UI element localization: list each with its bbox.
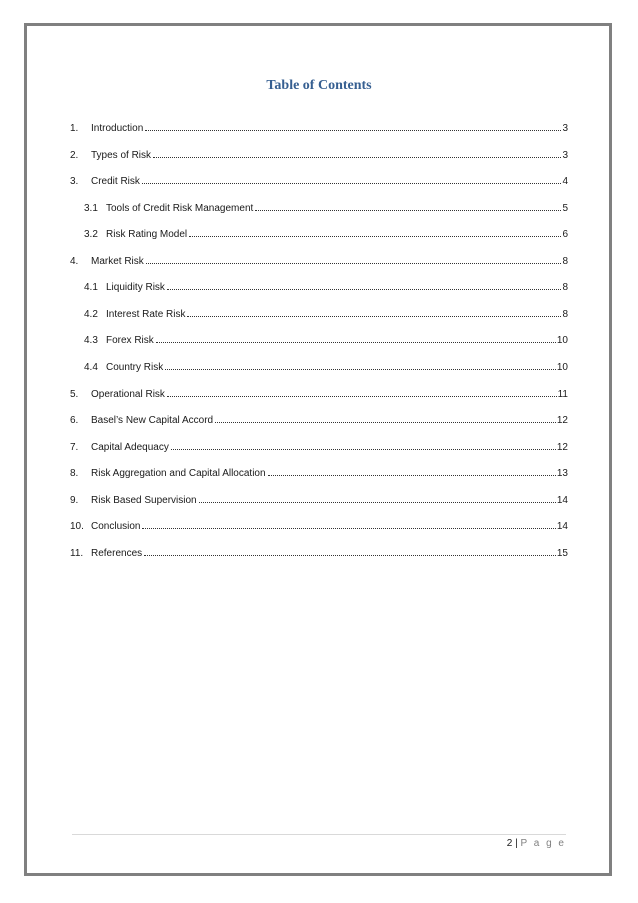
toc-entry-label: Market Risk [91,256,144,267]
toc-entry-label: Risk Rating Model [106,229,188,240]
toc-entry-page: 12 [556,415,568,426]
toc-entry-page: 3 [562,123,568,134]
toc-entry-page: 8 [562,256,568,267]
toc-entry-page: 14 [556,495,568,506]
toc-entry-page: 10 [556,335,568,346]
toc-entry-page: 13 [556,468,568,479]
toc-title: Table of Contents [266,78,372,93]
dot-leader [171,449,556,450]
dot-leader [146,263,562,264]
toc-entry[interactable] [70,149,568,163]
dot-leader [189,236,561,237]
toc-entry-label: Introduction [91,123,144,134]
toc-entry-label: Operational Risk [91,389,165,400]
dot-leader [255,210,561,211]
toc-entry-label: Conclusion [91,521,141,532]
dot-leader [215,422,556,423]
toc-entry[interactable] [70,122,568,136]
toc-entry-page: 14 [556,521,568,532]
toc-entry-label: Types of Risk [91,150,152,161]
toc-entry-page: 10 [556,362,568,373]
toc-entry-page: 3 [562,150,568,161]
toc-entry-number: 3. [70,176,79,187]
toc-entry[interactable] [84,228,568,242]
dot-leader [167,289,562,290]
toc-entry-label: Country Risk [106,362,164,373]
toc-entry-number: 10. [70,521,84,532]
toc-entry[interactable] [84,361,568,375]
toc-entry-number: 5. [70,389,79,400]
toc-entry-page: 4 [562,176,568,187]
toc-entry-label: Liquidity Risk [106,282,165,293]
toc-entry-page: 11 [557,389,568,400]
page-number: 2 [506,838,513,849]
page-footer [507,838,566,849]
dot-leader [144,555,556,556]
toc-entry-label: Tools of Credit Risk Management [106,203,254,214]
toc-entry-number: 4.1 [84,282,98,293]
toc-entry[interactable] [70,467,568,481]
toc-entry[interactable] [84,202,568,216]
toc-entry-page: 6 [562,229,568,240]
dot-leader [156,342,556,343]
toc-entry-label: Risk Based Supervision [91,495,197,506]
dot-leader [142,183,562,184]
dot-leader [145,130,561,131]
toc-entry-label: Risk Aggregation and Capital Allocation [91,468,266,479]
toc-entry-number: 11. [70,548,84,559]
toc-entry-page: 12 [556,442,568,453]
toc-entry-number: 7. [70,442,79,453]
toc-entry-number: 4.3 [84,335,98,346]
toc-entry-number: 8. [70,468,79,479]
toc-entry-number: 2. [70,150,79,161]
toc-entry[interactable] [70,414,568,428]
toc-entry[interactable] [70,175,568,189]
dot-leader [142,528,555,529]
toc-entry[interactable] [84,308,568,322]
toc-entry[interactable] [70,547,568,561]
dot-leader [199,502,556,503]
footer-divider [72,834,566,835]
toc-entry-label: Interest Rate Risk [106,309,186,320]
toc-entry-number: 4. [70,256,79,267]
toc-entry-page: 5 [562,203,568,214]
toc-entry-number: 6. [70,415,79,426]
dot-leader [153,157,561,158]
toc-entry-number: 1. [70,123,79,134]
toc-entry[interactable] [84,334,568,348]
toc-entry-number: 4.2 [84,309,98,320]
toc-entry-label: Forex Risk [106,335,154,346]
dot-leader [187,316,561,317]
toc-entry-number: 3.2 [84,229,98,240]
toc-entry-number: 4.4 [84,362,98,373]
toc-entry[interactable] [84,281,568,295]
toc-entry-label: Capital Adequacy [91,442,169,453]
toc-entry[interactable] [70,441,568,455]
toc-entry-label: References [91,548,143,559]
toc-entry-number: 9. [70,495,79,506]
toc-entry[interactable] [70,494,568,508]
toc-entry-label: Credit Risk [91,176,140,187]
toc-entry-page: 8 [562,309,568,320]
dot-leader [165,369,556,370]
toc-entry-page: 8 [562,282,568,293]
page-word: P a g e [520,838,566,849]
toc-entry[interactable] [70,520,568,534]
footer-separator: | [515,838,518,849]
toc-entry[interactable] [70,255,568,269]
toc-entry[interactable] [70,388,568,402]
toc-entry-label: Basel’s New Capital Accord [91,415,214,426]
dot-leader [167,396,557,397]
toc-entry-number: 3.1 [84,203,98,214]
dot-leader [268,475,556,476]
toc-entry-page: 15 [556,548,568,559]
